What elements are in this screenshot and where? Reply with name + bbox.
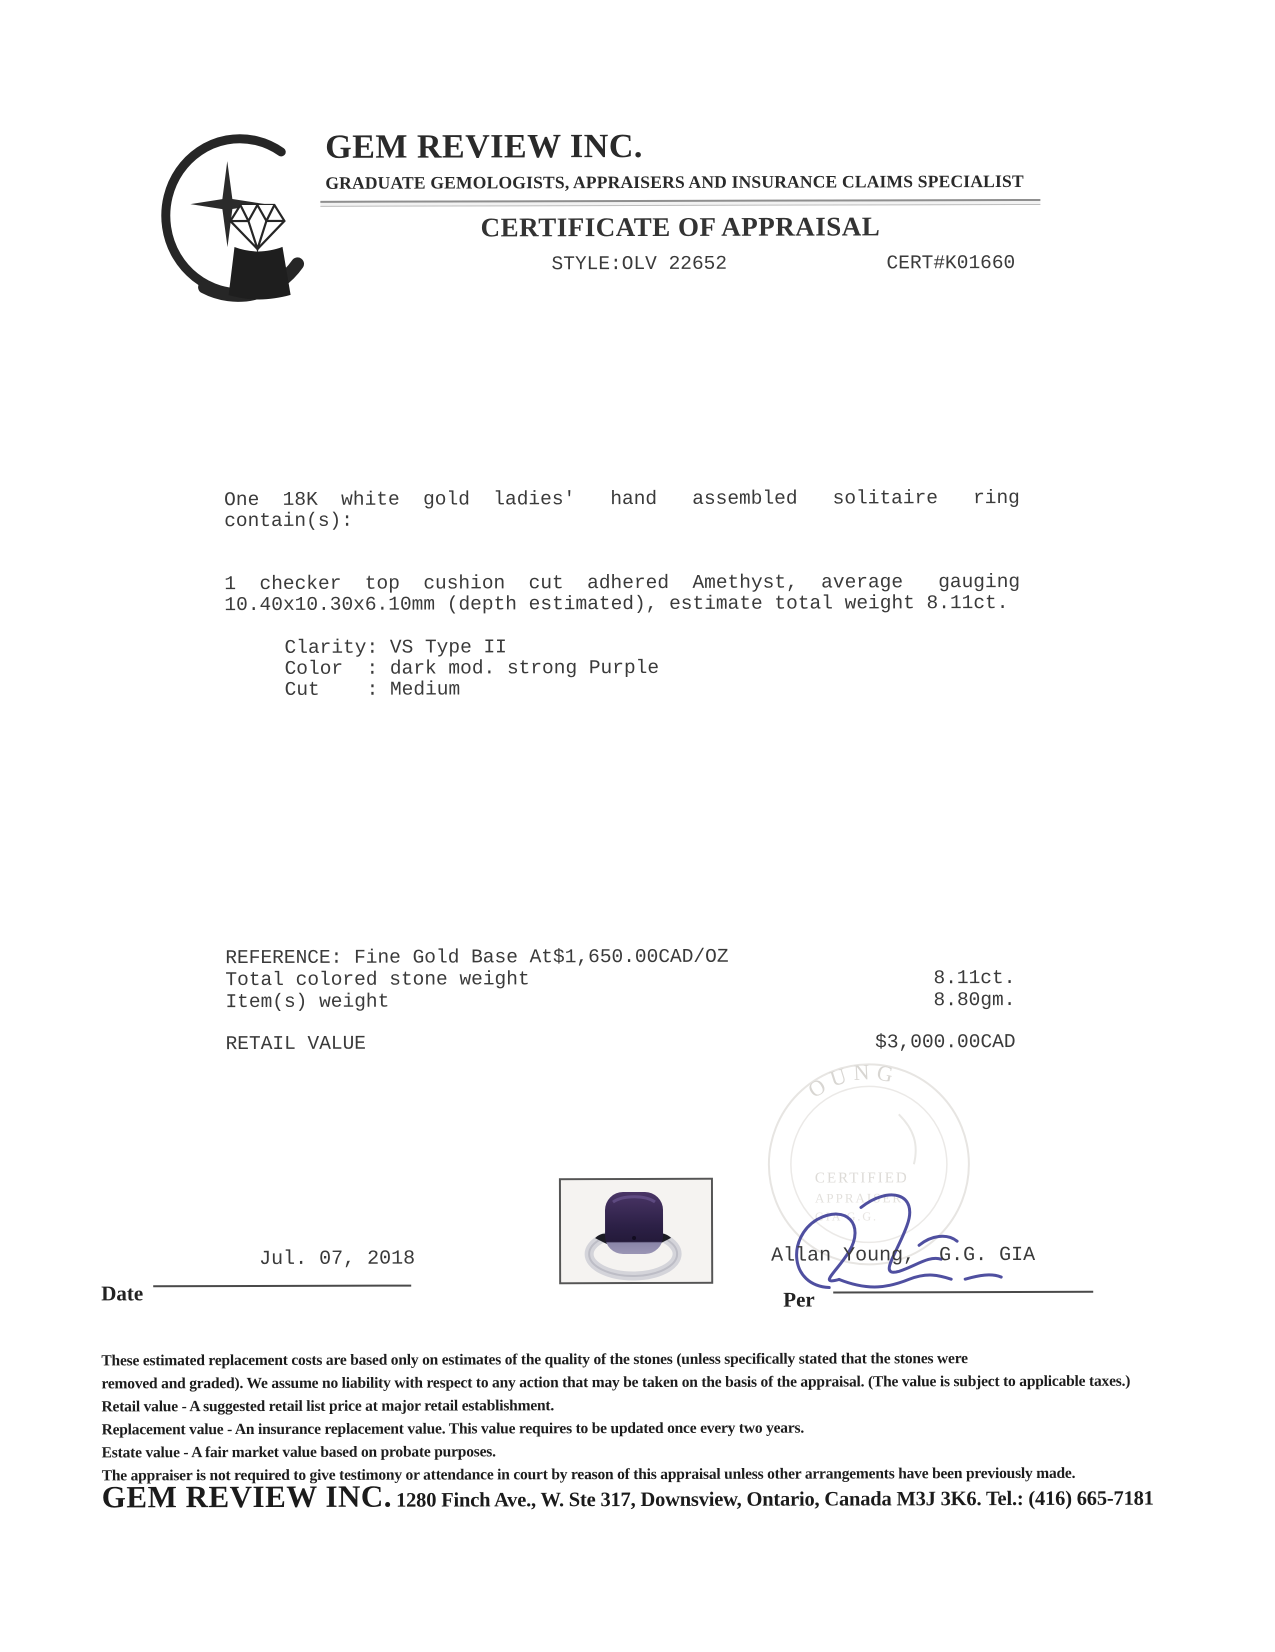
disclaimer-line: The appraiser is not required to give testimony or attendance in court by reason of this appraisal unless other arrangements have been previously made. [101,1464,1076,1485]
date-signature-line [153,1285,411,1288]
disclaimer-block [101,1347,1141,1488]
grading-clarity: Clarity: VS Type II [284,636,507,659]
signature [769,1167,1019,1308]
weight-row-value: 8.11ct. [933,967,1016,990]
retail-value-label: RETAIL VALUE [225,1032,367,1056]
weight-row [225,968,1015,991]
appraisal-date: Jul. 07, 2018 [259,1247,416,1271]
svg-text:GIA G.G.: GIA G.G. [815,1209,879,1224]
reference-line: REFERENCE: Fine Gold Base At$1,650.00CAD/OZ [225,945,729,970]
grading-cut: Cut : Medium [284,678,461,701]
weight-row [225,990,1015,1013]
weight-row-label: Total colored stone weight [225,968,530,992]
per-label: Per [783,1287,815,1312]
cert-number: CERT#K01660 [886,252,1016,275]
footer [102,1477,1182,1516]
ring-photo [559,1178,713,1284]
stone-detail-line1: 1 checker top cushion cut adhered Amethyst, average gauging [224,570,1021,596]
svg-text:APPRAISER: APPRAISER [814,1190,904,1206]
per-signature-line [833,1291,1093,1294]
footer-company-name: GEM REVIEW INC. [101,1478,393,1515]
disclaimer-line: Replacement value - An insurance replacement value. This value requires to be updated once every two years. [101,1419,805,1439]
disclaimer-line: These estimated replacement costs are based only on estimates of the quality of the stones (unless specifically stated that the stones were [101,1350,968,1370]
gem-review-logo-icon [154,127,314,303]
company-tagline: GRADUATE GEMOLOGISTS, APPRAISERS AND INSURANCE CLAIMS SPECIALIST [325,170,1024,193]
disclaimer-line: removed and graded). We assume no liability with respect to any action that may be taken on the basis of the appraisal. (The value is subject to applicable taxes.) [101,1372,1131,1393]
date-label: Date [101,1281,144,1306]
retail-value-amount: $3,000.00CAD [875,1031,1016,1054]
company-name: GEM REVIEW INC. [325,127,643,166]
stone-detail-line2: 10.40x10.30x6.10mm (depth estimated), estimate total weight 8.11ct. [224,592,1009,617]
weight-row-label: Item(s) weight [225,990,390,1014]
footer-address: 1280 Finch Ave., W. Ste 317, Downsview, Ontario, Canada M3J 3K6. Tel.: (416) 665-7181 [396,1487,1154,1512]
grading-color: Color : dark mod. strong Purple [284,656,660,680]
weight-row-value: 8.80gm. [933,989,1016,1012]
header-divider [320,199,1040,207]
disclaimer-line: Estate value - A fair market value based on probate purposes. [101,1443,496,1462]
signer-name: Allan Young, G.G. GIA [771,1243,1036,1268]
svg-text:OUNG: OUNG [803,1058,902,1103]
item-description-line1: One 18K white gold ladies' hand assembled solitaire ring [224,486,1020,512]
style-number: STYLE:OLV 22652 [551,252,728,276]
disclaimer-line: Retail value - A suggested retail list price at major retail establishment. [101,1397,555,1416]
item-description-line2: contain(s): [224,509,353,533]
certificate-title: CERTIFICATE OF APPRAISAL [480,211,881,243]
svg-text:CERTIFIED: CERTIFIED [814,1170,909,1187]
